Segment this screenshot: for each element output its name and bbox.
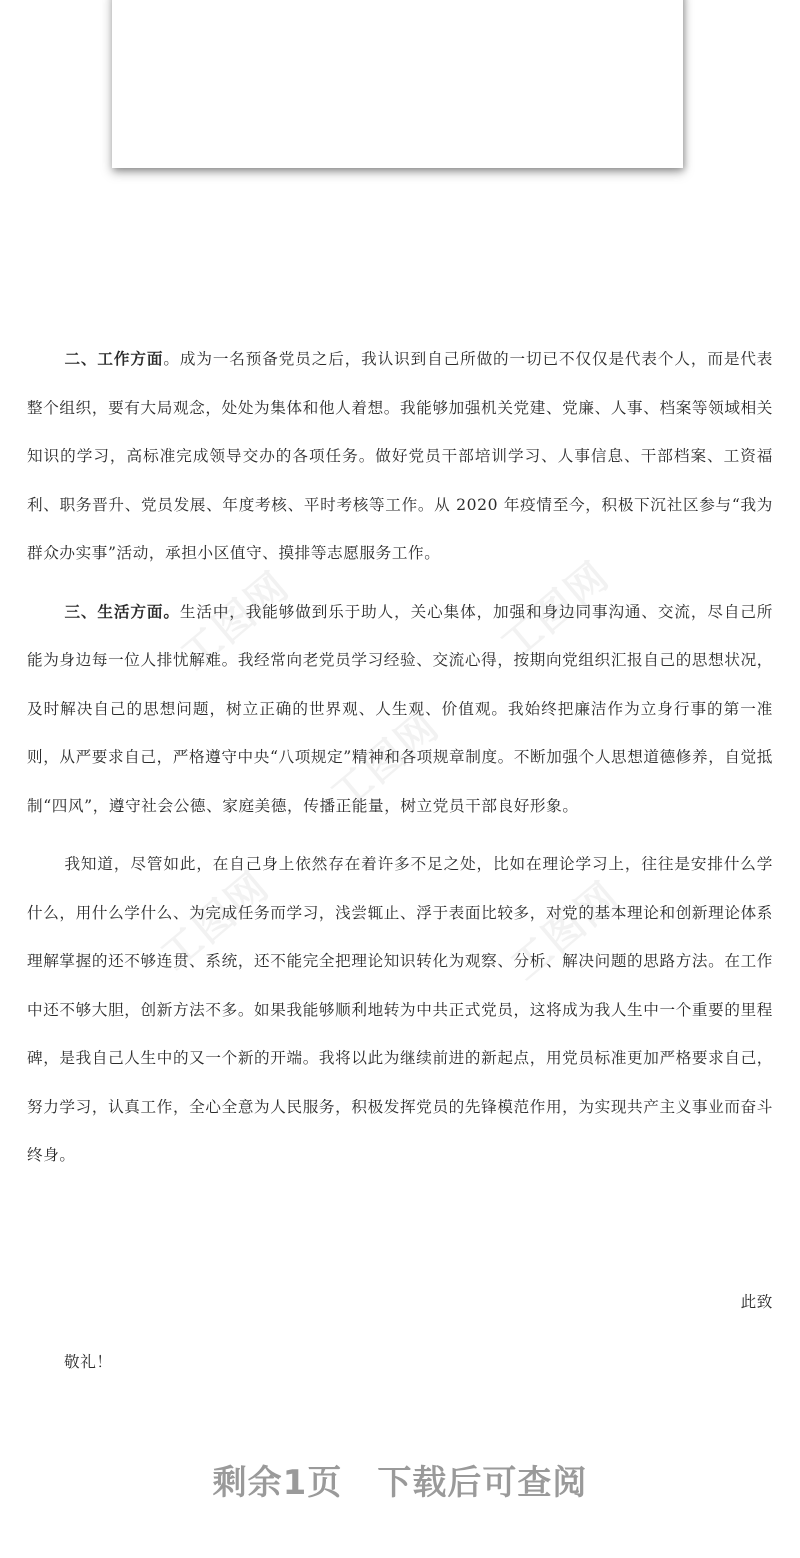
paragraph-text: 。成为一名预备党员之后，我认识到自己所做的一切已不仅仅是代表个人，而是代表整个组织，要有大局观念，处处为集体和他人着想。我能够加强机关党建、党廉、人事、档案等领域相关知识的学习，高标准完成领导交办的各项任务。做好党员干部培训学习、人事信息、干部档案、工资福利、职务晋升、党员发展、年度考核、平时考核等工作。从 2020 年疫情至今，积极下沉社区参与“我为群众办实事”活动，承担小区值守、摸排等志愿服务工作。: [27, 350, 774, 562]
paragraph-text: 生活中，我能够做到乐于助人，关心集体，加强和身边同事沟通、交流，尽自己所能为身边每一位人排忧解难。我经常向老党员学习经验、交流心得，按期向党组织汇报自己的思想状况，及时解决自己的思想问题，树立正确的世界观、人生观、价值观。我始终把廉洁作为立身行事的第一准则，从严要求自己，严格遵守中央“八项规定”精神和各项规章制度。不断加强个人思想道德修养，自觉抵制“四风”，遵守社会公德、家庭美德，传播正能量，树立党员干部良好形象。: [27, 602, 774, 815]
watermark: 工图网: [322, 703, 449, 820]
closing-regards: 敬礼！: [64, 1353, 113, 1371]
section-heading-work: 二、工作方面: [64, 349, 164, 368]
paragraph-reflection: [27, 840, 773, 1180]
watermark: 工图网: [502, 873, 629, 990]
watermark: 工图网: [172, 563, 299, 680]
document-body: [27, 335, 773, 1190]
previous-page-preview: [112, 0, 683, 168]
paragraph-life: [27, 588, 773, 831]
paragraph-text: 我知道，尽管如此，在自己身上依然存在着许多不足之处，比如在理论学习上，往往是安排什么学什么，用什么学什么、为完成任务而学习，浅尝辄止、浮于表面比较多，对党的基本理论和创新理论体系理解掌握的还不够连贯、系统，还不能完全把理论知识转化为观察、分析、解决问题的思路方法。在工作中还不够大胆，创新方法不多。如果我能够顺利地转为中共正式党员，这将成为我人生中一个重要的里程碑，是我自己人生中的又一个新的开端。我将以此为继续前进的新起点，用党员标准更加严格要求自己，努力学习，认真工作，全心全意为人民服务，积极发挥党员的先锋模范作用，为实现共产主义事业而奋斗终身。: [27, 855, 773, 1164]
section-heading-life: 三、生活方面。: [64, 601, 180, 621]
watermark: 工图网: [152, 863, 279, 980]
paragraph-work: [27, 335, 773, 578]
watermark: 工图网: [492, 553, 619, 670]
closing-salutation: 此致: [740, 1293, 773, 1311]
remaining-pages-download-link[interactable]: 剩余1页 下载后可查阅: [212, 1463, 588, 1503]
